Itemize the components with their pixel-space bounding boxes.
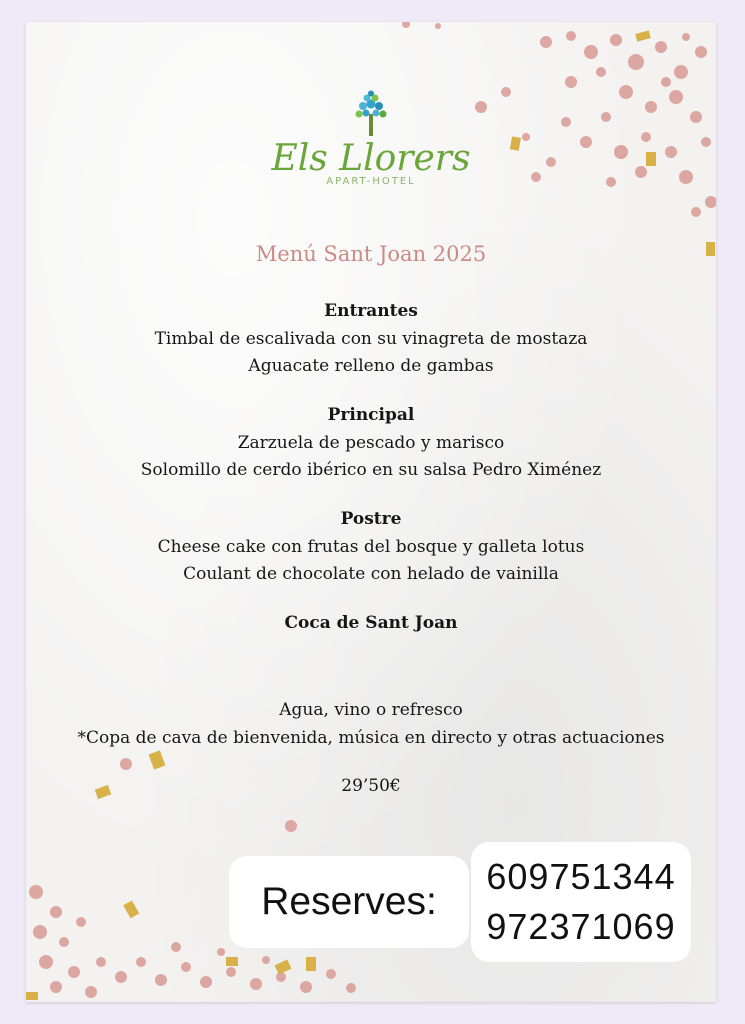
section-entrantes bbox=[26, 300, 716, 380]
menu-sections bbox=[26, 300, 716, 658]
section-heading: Postre bbox=[340, 509, 402, 529]
menu-item: Coulant de chocolate con helado de vainilla bbox=[183, 564, 559, 584]
reservations-label-box bbox=[229, 856, 469, 948]
menu-item: Aguacate relleno de gambas bbox=[248, 356, 494, 376]
logo-subtitle: APART-HOTEL bbox=[326, 176, 416, 187]
section-heading: Coca de Sant Joan bbox=[284, 613, 458, 633]
section-heading: Entrantes bbox=[324, 301, 418, 321]
section-heading: Principal bbox=[327, 405, 415, 425]
menu-item: Timbal de escalivada con su vinagreta de mostaza bbox=[154, 329, 588, 349]
menu-title: Menú Sant Joan 2025 bbox=[255, 242, 487, 266]
menu-item: Solomillo de cerdo ibérico en su salsa Pedro Ximénez bbox=[140, 460, 602, 480]
reservations-label: Reserves: bbox=[261, 880, 437, 923]
section-postre bbox=[26, 508, 716, 588]
menu-item: Cheese cake con frutas del bosque y galleta lotus bbox=[157, 537, 585, 557]
drinks-info bbox=[26, 696, 716, 752]
menu-item: Zarzuela de pescado y marisco bbox=[237, 433, 505, 453]
menu-price: 29’50€ bbox=[341, 776, 401, 796]
logo-name: Els Llorers bbox=[271, 138, 471, 179]
phone-number[interactable]: 972371069 bbox=[486, 906, 676, 947]
drinks-text: Agua, vino o refresco bbox=[279, 700, 463, 720]
phone-number[interactable]: 609751344 bbox=[486, 856, 676, 897]
tree-icon bbox=[347, 90, 395, 138]
hotel-logo bbox=[26, 90, 716, 187]
phone-numbers-box bbox=[471, 842, 691, 962]
section-principal bbox=[26, 404, 716, 484]
extras-note: *Copa de cava de bienvenida, música en directo y otras actuaciones bbox=[77, 728, 665, 748]
section-coca bbox=[26, 612, 716, 634]
